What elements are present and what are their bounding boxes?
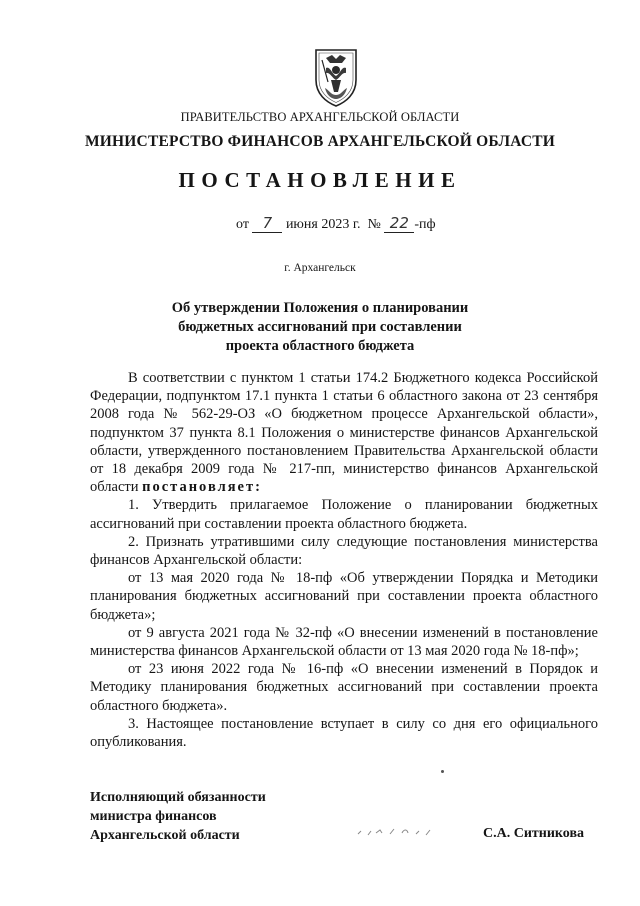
signer-title-line: министра финансов xyxy=(90,809,217,824)
signature-block xyxy=(90,788,266,845)
date-day-field xyxy=(252,216,282,233)
signer-name: С.А. Ситникова xyxy=(483,826,585,841)
doc-number-field xyxy=(384,216,414,233)
item-1-paragraph: 1. Утвердить прилагаемое Положение о планировании бюджетных ассигнований при составлении проекта областного бюджета. xyxy=(90,497,598,532)
date-prefix: от xyxy=(236,217,249,232)
item-2b-paragraph: от 9 августа 2021 года № 32-пф «О внесении изменений в постановление министерства финансов Архангельской области от 13 мая 2020 года № 18-пф»; xyxy=(90,624,598,660)
subject-line: проекта областного бюджета xyxy=(225,338,415,354)
signer-title-line: Архангельской области xyxy=(90,828,240,843)
subject-line: Об утверждении Положения о планировании xyxy=(171,300,469,316)
decides-word: постановляет: xyxy=(142,479,262,496)
document-body xyxy=(90,369,598,751)
document-subject xyxy=(0,299,640,356)
item-2-paragraph: 2. Признать утратившими силу следующие постановления министерства финансов Архангельской области: xyxy=(90,533,598,569)
signer-title-line: Исполняющий обязанности xyxy=(90,790,266,805)
date-day: 7 xyxy=(262,214,273,232)
city-name: г. Архангельск xyxy=(284,262,356,274)
date-number-line xyxy=(236,216,436,233)
preamble-text: В соответствии с пунктом 1 статьи 174.2 Бюджетного кодекса Российской Федерации, подпунктом 17.1 пункта 1 статьи 6 областного закона от 23 сентября 2008 года № 562-29-ОЗ «О бюджетном процессе Архангельской области», подпунктом 37 пункта 8.1 Положения о министерстве финансов Архангельской области, утвержденного постановлением Правительства Архангельской области от 18 декабря 2009 года № 217-пп, министерство финансов Архангельской области xyxy=(90,370,598,496)
item-2a-paragraph: от 13 мая 2020 года № 18-пф «Об утверждении Порядка и Методики планирования бюджетных ассигнований при составлении проекта областного бюджета»; xyxy=(90,570,598,623)
doc-number: 22 xyxy=(389,214,409,232)
number-sign: № xyxy=(367,217,381,232)
government-name: ПРАВИТЕЛЬСТВО АРХАНГЕЛЬСКОЙ ОБЛАСТИ xyxy=(180,110,460,124)
signature-scribble xyxy=(356,824,440,838)
ministry-name: МИНИСТЕРСТВО ФИНАНСОВ АРХАНГЕЛЬСКОЙ ОБЛАСТИ xyxy=(84,133,556,150)
doc-number-suffix: -пф xyxy=(414,217,436,232)
item-2c-paragraph: от 23 июня 2022 года № 16-пф «О внесении изменений в Порядок и Методику планирования бюджетных ассигнований при составлении проекта областного бюджета». xyxy=(90,661,598,714)
subject-line: бюджетных ассигнований при составлении xyxy=(178,319,462,335)
coat-of-arms-emblem xyxy=(312,46,360,108)
item-3-paragraph: 3. Настоящее постановление вступает в силу со дня его официального опубликования. xyxy=(90,715,598,751)
date-month-year: июня 2023 г. xyxy=(285,217,361,232)
preamble-paragraph xyxy=(90,369,598,496)
ink-dot xyxy=(441,770,444,773)
document-type-title: ПОСТАНОВЛЕНИЕ xyxy=(178,168,462,192)
